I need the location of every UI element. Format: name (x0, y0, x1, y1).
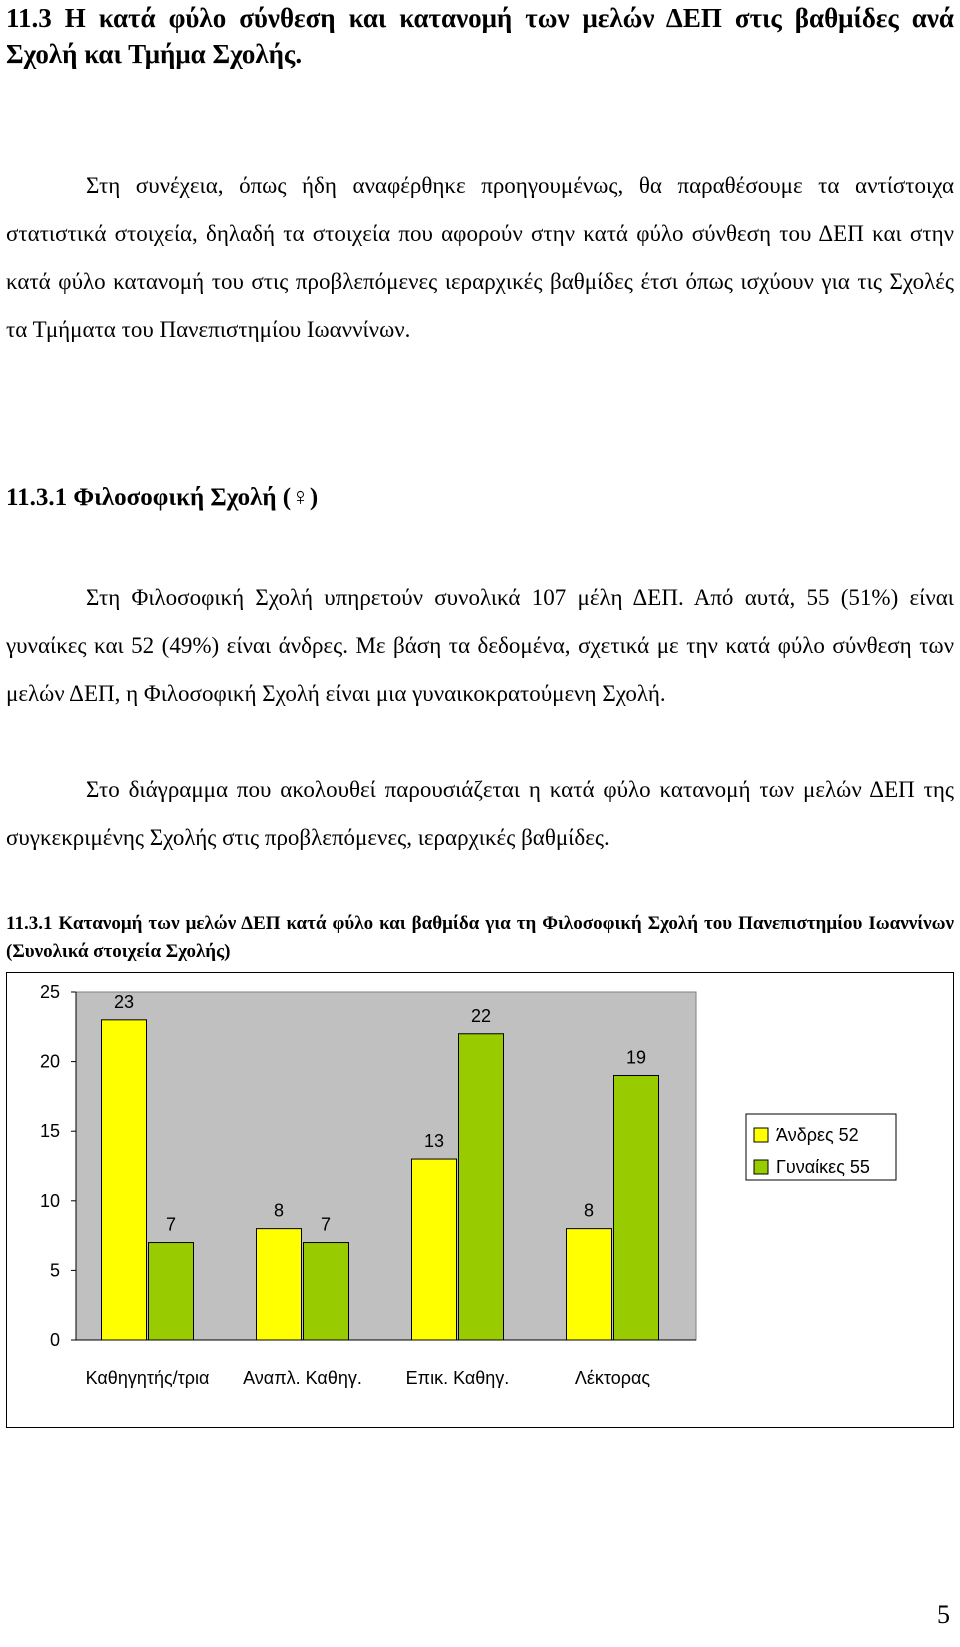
x-tick-label: Λέκτορας (574, 1368, 651, 1388)
legend-swatch (754, 1128, 768, 1142)
page-number: 5 (937, 1600, 950, 1629)
bar-men (102, 1020, 147, 1340)
bar-women (304, 1243, 349, 1340)
intro-paragraph: Στη συνέχεια, όπως ήδη αναφέρθηκε προηγουμένως, θα παραθέσουμε τα αντίστοιχα στατιστικά στοιχεία, δηλαδή τα στοιχεία που αφορούν στην κατά φύλο σύνθεση του ΔΕΠ και στην κατά φύλο κατανομή του στις προβλεπόμενες ιεραρχικές βαθμίδες έτσι όπως ισχύουν για τις Σχολές τα Τμήματα του Πανεπιστημίου Ιωαννίνων. (6, 173, 954, 342)
bar-value-label: 23 (113, 991, 135, 1012)
x-tick-label: Επικ. Καθηγ. (405, 1368, 510, 1388)
bar-men (412, 1159, 457, 1340)
bar-value-label: 8 (583, 1200, 595, 1221)
y-tick-label: 15 (39, 1121, 60, 1142)
y-tick-label: 20 (39, 1051, 60, 1072)
x-tick-label: Καθηγητής/τρια (85, 1368, 210, 1388)
bar-women (149, 1243, 194, 1340)
bar-value-label: 7 (165, 1214, 177, 1235)
y-tick-label: 10 (39, 1190, 60, 1211)
legend (746, 1114, 896, 1180)
bar-value-label: 19 (625, 1047, 647, 1068)
legend-label: Γυναίκες 55 (776, 1157, 870, 1177)
legend-label: Άνδρες 52 (776, 1125, 859, 1145)
section-title: 11.3 Η κατά φύλο σύνθεση και κατανομή των μελών ΔΕΠ στις βαθμίδες ανά Σχολή και Τμήμα Σχολής. (6, 3, 954, 69)
bar-men (567, 1229, 612, 1340)
bar-men (257, 1229, 302, 1340)
subsection-title: 11.3.1 Φιλοσοφική Σχολή (♀) (6, 484, 319, 511)
figure-caption: 11.3.1 Κατανομή των μελών ΔΕΠ κατά φύλο και βαθμίδα για τη Φιλοσοφική Σχολή του Πανεπιστημίου Ιωαννίνων (Συνολικά στοιχεία Σχολής) (6, 913, 954, 962)
y-tick-label: 0 (49, 1330, 60, 1350)
bar-value-label: 22 (470, 1005, 492, 1026)
y-tick-label: 25 (39, 982, 60, 1002)
bar-women (459, 1034, 504, 1340)
chart-intro-paragraph: Στο διάγραμμα που ακολουθεί παρουσιάζεται η κατά φύλο κατανομή των μελών ΔΕΠ της συγκεκριμένης Σχολής στις προβλεπόμενες, ιεραρχικές βαθμίδες. (6, 777, 954, 850)
summary-paragraph: Στη Φιλοσοφική Σχολή υπηρετούν συνολικά 107 μέλη ΔΕΠ. Από αυτά, 55 (51%) είναι γυναίκες και 52 (49%) είναι άνδρες. Με βάση τα δεδομένα, σχετικά με την κατά φύλο σύνθεση των μελών ΔΕΠ, η Φιλοσοφική Σχολή είναι μια γυναικοκρατούμενη Σχολή. (6, 585, 954, 706)
bar-women (614, 1076, 659, 1340)
x-tick-label: Αναπλ. Καθηγ. (243, 1368, 362, 1388)
bar-chart (6, 972, 954, 1428)
bar-value-label: 7 (320, 1214, 332, 1235)
legend-swatch (754, 1160, 768, 1174)
bar-value-label: 8 (273, 1200, 285, 1221)
bar-value-label: 13 (423, 1131, 445, 1152)
y-tick-label: 5 (49, 1260, 60, 1281)
